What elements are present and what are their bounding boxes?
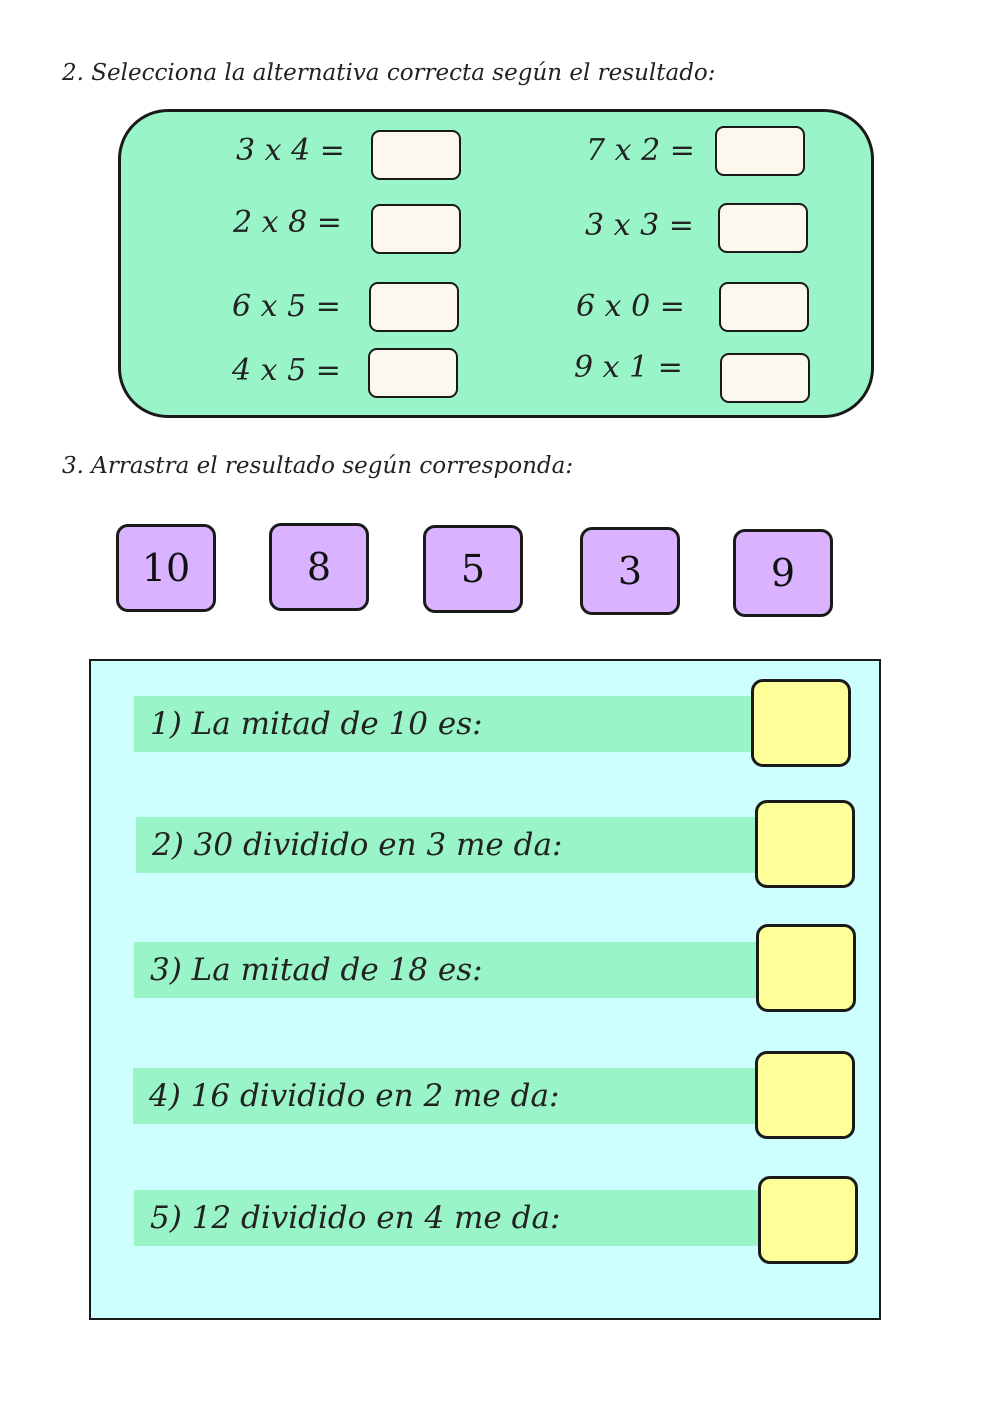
question-row xyxy=(136,817,758,873)
answer-select-box[interactable] xyxy=(719,282,809,332)
equation-label: 3 x 4 = xyxy=(236,133,345,168)
answer-select-box[interactable] xyxy=(720,353,810,403)
question-row xyxy=(134,696,754,752)
question-text: 3) La mitad de 18 es: xyxy=(150,952,483,988)
drag-tile-8[interactable]: 8 xyxy=(269,523,369,611)
question-text: 1) La mitad de 10 es: xyxy=(150,706,483,742)
equation-label: 6 x 0 = xyxy=(576,289,685,324)
equation-label: 2 x 8 = xyxy=(233,205,342,240)
drag-tile-3[interactable]: 3 xyxy=(580,527,680,615)
answer-drop-zone[interactable] xyxy=(755,800,855,888)
equation-label: 7 x 2 = xyxy=(586,133,695,168)
equation-label: 4 x 5 = xyxy=(232,353,341,388)
question-text: 4) 16 dividido en 2 me da: xyxy=(149,1078,560,1114)
answer-select-box[interactable] xyxy=(718,203,808,253)
answer-select-box[interactable] xyxy=(715,126,805,176)
drag-tile-10[interactable]: 10 xyxy=(116,524,216,612)
question-row xyxy=(134,942,758,998)
question-row xyxy=(133,1068,757,1124)
answer-drop-zone[interactable] xyxy=(751,679,851,767)
answer-drop-zone[interactable] xyxy=(758,1176,858,1264)
section-3-title: 3. Arrastra el resultado según corresponda: xyxy=(62,453,574,479)
drag-tile-9[interactable]: 9 xyxy=(733,529,833,617)
question-text: 5) 12 dividido en 4 me da: xyxy=(150,1200,561,1236)
equation-label: 9 x 1 = xyxy=(574,350,683,385)
answer-drop-zone[interactable] xyxy=(756,924,856,1012)
answer-select-box[interactable] xyxy=(371,130,461,180)
equation-label: 6 x 5 = xyxy=(232,289,341,324)
answer-select-box[interactable] xyxy=(369,282,459,332)
question-text: 2) 30 dividido en 3 me da: xyxy=(152,827,563,863)
answer-drop-zone[interactable] xyxy=(755,1051,855,1139)
answer-select-box[interactable] xyxy=(371,204,461,254)
question-row xyxy=(134,1190,760,1246)
equation-label: 3 x 3 = xyxy=(585,208,694,243)
answer-select-box[interactable] xyxy=(368,348,458,398)
section-2-title: 2. Selecciona la alternativa correcta según el resultado: xyxy=(62,60,716,86)
drag-tile-5[interactable]: 5 xyxy=(423,525,523,613)
